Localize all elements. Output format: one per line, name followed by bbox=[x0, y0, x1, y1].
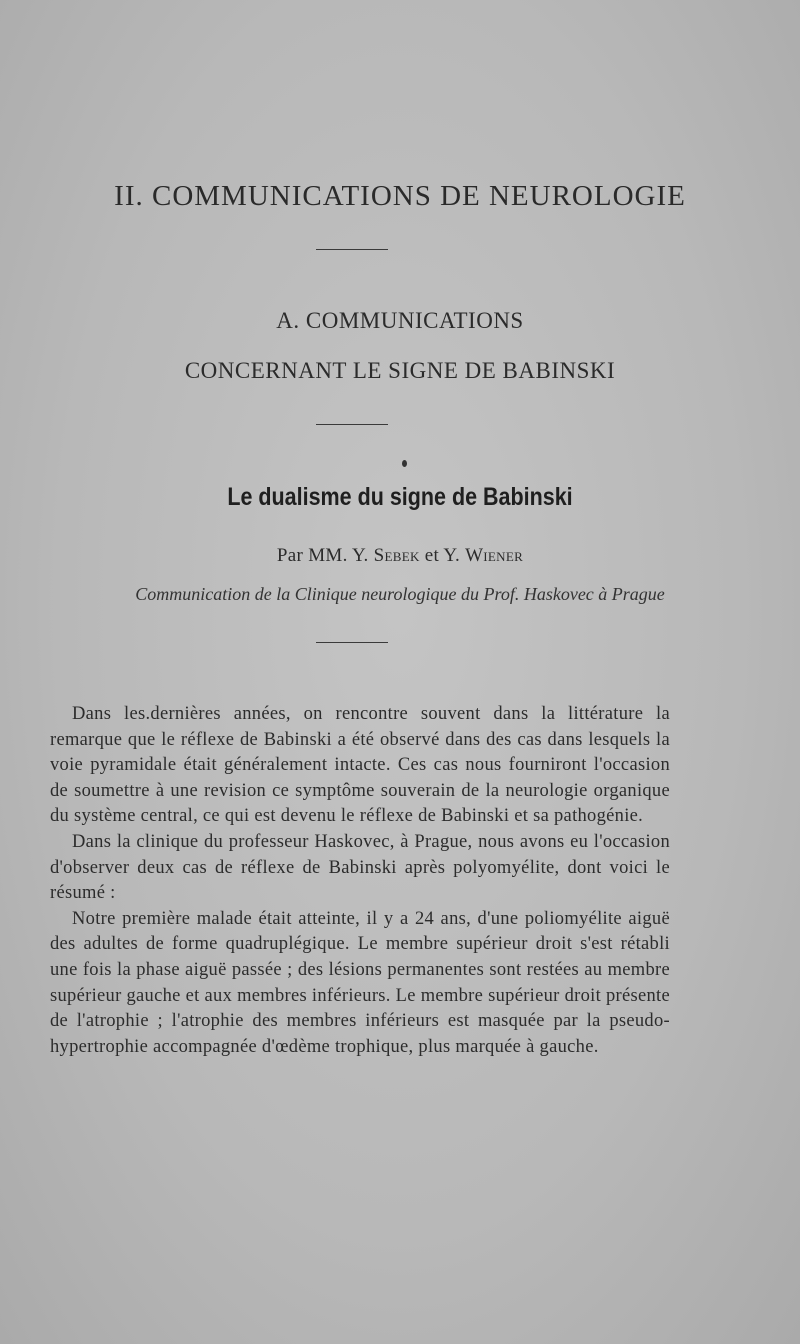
authors-prefix: Par MM. Y. bbox=[276, 545, 374, 566]
subsection-heading-line2: CONCERNANT LE SIGNE DE BABINSKI bbox=[184, 358, 616, 383]
authors-conjunction: et Y. bbox=[419, 545, 466, 566]
article-title: Le dualisme du signe de Babinski bbox=[227, 483, 573, 511]
author-name: Sebek bbox=[373, 545, 420, 566]
ink-dot bbox=[402, 460, 407, 467]
article-authors bbox=[0, 545, 800, 567]
article-body bbox=[50, 702, 670, 1060]
author-name: Wiener bbox=[465, 545, 524, 566]
body-paragraph: Dans la clinique du professeur Haskovec, à Prague, nous avons eu l'occasion d'observer deux cas de réflexe de Babinski après polyomyélite, dont voici le résumé : bbox=[50, 831, 670, 904]
article-affiliation: Communication de la Clinique neurologique du Prof. Haskovec à Prague bbox=[135, 584, 665, 604]
section-title: II. COMMUNICATIONS DE NEUROLOGIE bbox=[114, 180, 686, 212]
body-paragraph: Dans les.dernières années, on rencontre souvent dans la littérature la remarque que le réflexe de Babinski a été observé dans des cas dans lesquels la voie pyramidale était généralement intacte. Ces cas nous fourniront l'occasion de soumettre à une revision ce symptôme souverain de la neurologie organique du système central, ce qui est devenu le réflexe de Babinski et sa pathogénie. bbox=[50, 704, 670, 827]
body-paragraph: Notre première malade était atteinte, il y a 24 ans, d'une poliomyélite aiguë des adultes de forme quadruplégique. Le membre supérieur droit s'est rétabli une fois la phase aiguë passée ; des lésions permanentes sont restées au membre supérieur gauche et aux membres inférieurs. Le membre supérieur droit présente de l'atrophie ; l'atrophie des membres inférieurs est masquée par la pseudo-hypertrophie accompagnée d'œdème trophique, plus marquée à gauche. bbox=[50, 908, 670, 1057]
divider-rule bbox=[316, 642, 388, 643]
divider-rule bbox=[316, 424, 388, 425]
divider-rule bbox=[316, 249, 388, 250]
subsection-heading-line1: A. COMMUNICATIONS bbox=[276, 308, 524, 333]
